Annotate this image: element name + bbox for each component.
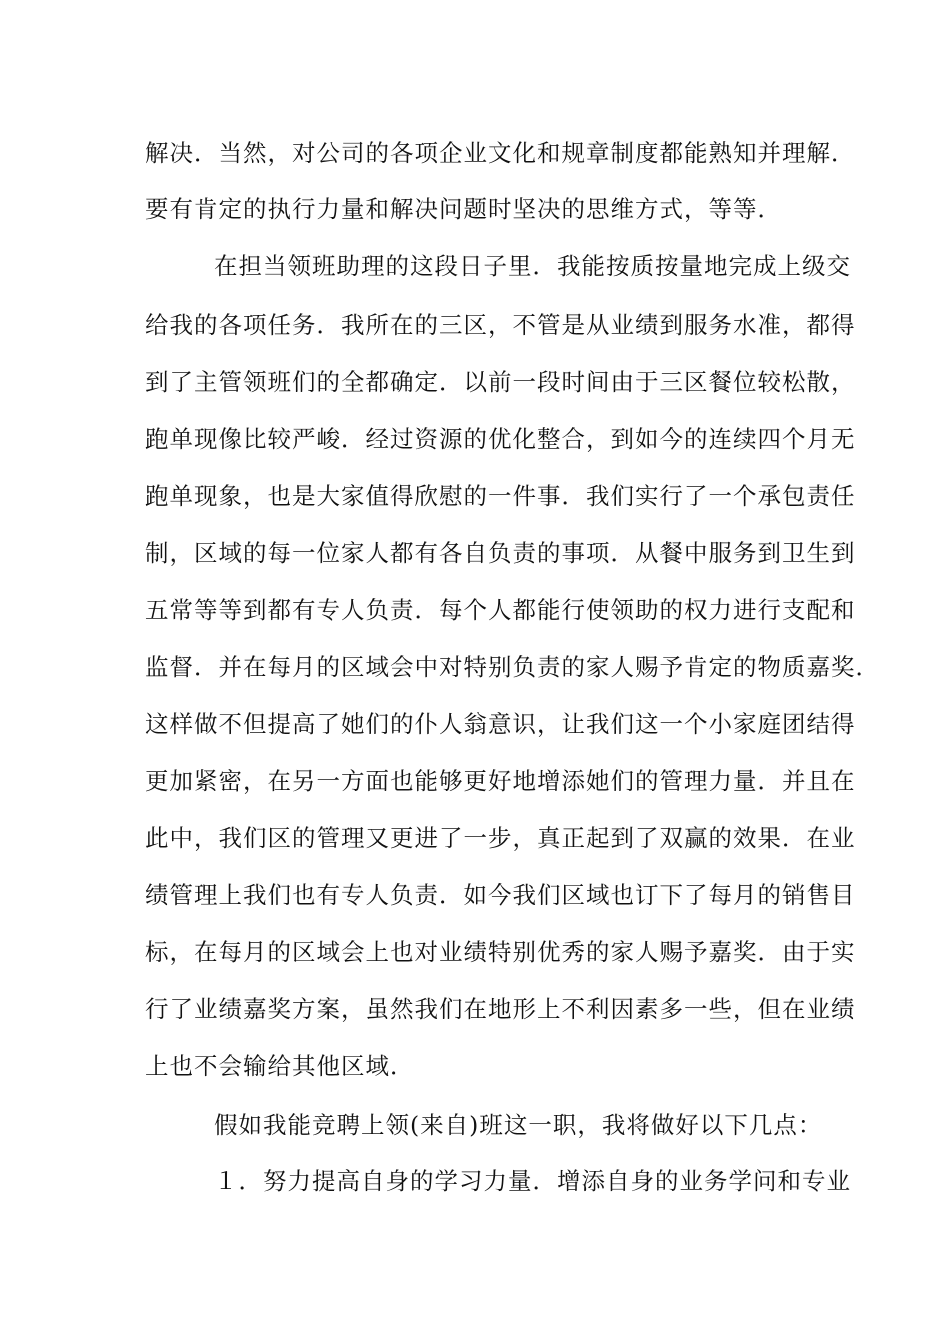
text-line: 绩管理上我们也有专人负责．如今我们区域也订下了每月的销售目 [145,881,856,909]
text-line: 五常等等到都有专人负责．每个人都能行使领助的权力进行支配和 [145,596,856,624]
text-line: 上也不会输给其他区域． [145,1052,415,1080]
text-line: 要有肯定的执行力量和解决问题时坚决的思维方式，等等． [145,195,782,223]
text-line: 更加紧密，在另一方面也能够更好地增添她们的管理力量．并且在 [145,767,856,795]
text-line: 这样做不但提高了她们的仆人翁意识，让我们这一个小家庭团结得 [145,710,856,738]
text-line: 标，在每月的区域会上也对业绩特别优秀的家人赐予嘉奖．由于实 [145,938,856,966]
text-line: 此中，我们区的管理又更进了一步，真正起到了双赢的效果．在业 [145,824,856,852]
text-line: 到了主管领班们的全都确定．以前一段时间由于三区餐位较松散， [145,368,856,396]
text-line: 在担当领班助理的这段日子里．我能按质按量地完成上级交 [214,252,851,280]
text-line: 制，区域的每一位家人都有各自负责的事项．从餐中服务到卫生到 [145,539,856,567]
text-line: 行了业绩嘉奖方案，虽然我们在地形上不利因素多一些，但在业绩 [145,995,856,1023]
text-line: 假如我能竞聘上领(来自)班这一职，我将做好以下几点： [214,1111,823,1139]
text-line: 跑单现像比较严峻．经过资源的优化整合，到如今的连续四个月无 [145,425,856,453]
text-line: 解决．当然，对公司的各项企业文化和规章制度都能熟知并理解． [145,139,856,167]
text-line: １．努力提高自身的学习力量．增添自身的业务学问和专业 [214,1167,851,1195]
text-line: 监督．并在每月的区域会中对特别负责的家人赐予肯定的物质嘉奖． [145,653,880,681]
text-line: 跑单现象，也是大家值得欣慰的一件事．我们实行了一个承包责任 [145,482,856,510]
text-line: 给我的各项任务．我所在的三区，不管是从业绩到服务水准，都得 [145,311,856,339]
